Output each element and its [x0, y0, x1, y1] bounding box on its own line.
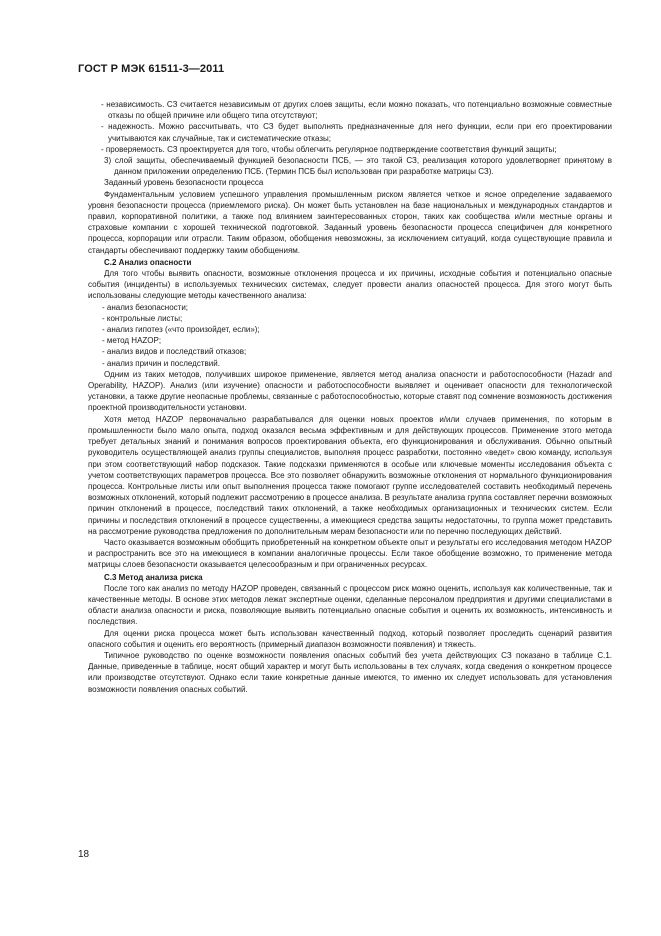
paragraph: Для оценки риска процесса может быть использован качественный подход, который позволяет проследить сценарий развития опасного события и оценить его вероятность (примерный диапазон возможности появления) и тяжесть. — [88, 628, 612, 649]
paragraph: Одним из таких методов, получивших широкое применение, является метод анализа опасности и работоспособности (Hazadr and Operability, HAZOP). Анализ (или изучение) опасности и работоспособности выявляет и оценивает опасности для технологической установки, а также другие неопасные проблемы, связанные с работоспособностью, которые ставят под сомнение возможность достижения проектной производительности установки. — [88, 369, 612, 413]
list-item: - анализ безопасности; — [102, 302, 189, 312]
list-item: - проверяемость. СЗ проектируется для того, чтобы облегчить регулярное подтверждение соответствия функций защиты; — [101, 144, 557, 154]
list-item: - надежность. Можно рассчитывать, что СЗ будет выполнять предназначенные для него функции, если при его проектировании учитываются как случайные, так и систематические отказы; — [101, 122, 612, 143]
paragraph: Для того чтобы выявить опасности, возможные отклонения процесса и их причины, исходные события и потенциально опасные события (инциденты) в используемых технических системах, следует провести анализ опасностей процесса. Для этого могут быть использованы следующие методы качественного анализа: — [88, 269, 612, 301]
list-item: - анализ видов и последствий отказов; — [102, 347, 247, 357]
page-header: ГОСТ Р МЭК 61511-3—2011 — [78, 63, 225, 75]
list-item: - анализ причин и последствий. — [102, 358, 220, 368]
list-item: - независимость. СЗ считается независимым от других слоев защиты, если можно показать, что потенциально возможные совместные отказы по общей причине или общего типа отсутствуют; — [101, 100, 612, 121]
paragraph: После того как анализ по методу HAZOP проведен, связанный с процессом риск можно оценить, используя как количественные, так и качественные методы. В основе этих методов лежат экспертные оценки, сделанные персоналом предприятия и другими специалистами в области анализа опасности и риска, позволяющие выявить потенциально опасные события и оценить их возможность, интенсивность и последствия. — [88, 583, 612, 627]
subheading: Заданный уровень безопасности процесса — [104, 178, 264, 188]
list-item: - контрольные листы; — [102, 313, 183, 323]
list-item: - метод HAZOP; — [102, 336, 162, 346]
page-number: 18 — [78, 849, 90, 860]
paragraph: Фундаментальным условием успешного управления промышленным риском является четкое и ясное определение задаваемого уровня безопасности процесса (приемлемого риска). Он может быть установлен на базе национальных и международных стандартов и правил, корпоративной политики, а также под влиянием заинтересованных сторон, таких как сообщества и/или местные органы и страховые компании с хорошей технической подготовкой. Заданный уровень безопасности процесса специфичен для конкретного процесса, корпорации или отрасли. Таким образом, обобщения невозможны, за исключением ситуаций, когда существующие правила и стандарты обеспечивают поддержку таким обобщениям. — [88, 189, 612, 255]
list-item: - анализ гипотез («что произойдет, если»); — [102, 325, 260, 335]
section-heading-c3: С.3 Метод анализа риска — [104, 572, 203, 582]
paragraph: Хотя метод HAZOP первоначально разрабатывался для оценки новых проектов и/или случаев применения, по которым в промышленности было мало опыта, подход оказался весьма эффективным и для действующих процессов. Применение этого метода требует детальных знаний и понимания вопросов проектирования объекта, его функционирования и обслуживания. Обычно опытный руководитель осуществляющей анализ группы специалистов, выполняя процесс разработки, постоянно «ведет» свою команду, используя при этом соответствующий набор подсказок. Такие подсказки применяются в особые или ключевые моменты исследования объекта с учетом соответствующих параметров процесса. Все это позволяет обнаружить возможные отклонения от нормального функционирования процесса. Контрольные листы или опыт выполнения процесса также помогают группе исследователей составить необходимый перечень возможных отклонений, который подлежит рассмотрению в процессе анализа. В результате анализа группа составляет перечни возможных причин отклонений в процессе, последствий таких отклонений, а также необходимых организационных и технических систем. Если причины и последствия отклонений в процессе существенны, а имеющиеся средства защиты недостаточны, то группа может представить на рассмотрение руководства предложения по дополнительным мерам безопасности или по перечню последующих действий. — [88, 414, 613, 536]
document-body — [88, 99, 612, 695]
numbered-item: 3) слой защиты, обеспечиваемый функцией безопасности ПСБ, — это такой СЗ, реализация которого удовлетворяет принятому в данном приложении определению ПСБ. (Термин ПСБ был использован при разработке матрицы СЗ). — [104, 156, 612, 177]
section-heading-c2: С.2 Анализ опасности — [104, 257, 192, 267]
paragraph: Типичное руководство по оценке возможности появления опасных событий без учета действующих СЗ показано в таблице С.1. Данные, приведенные в таблице, носят общий характер и могут быть использованы в тех случаях, когда сведения о конкретном процессе или производстве отсутствуют. Однако если такие конкретные данные имеются, то именно их следует использовать для установления возможности появления опасных событий. — [88, 650, 612, 694]
paragraph: Часто оказывается возможным обобщить приобретенный на конкретном объекте опыт и результаты его исследования методом HAZOP и распространить все это на имеющиеся в компании аналогичные процессы. Если такое обобщение возможно, то применение метода матрицы слоев безопасности оказывается целесообразным и при ограниченных ресурсах. — [88, 537, 612, 570]
